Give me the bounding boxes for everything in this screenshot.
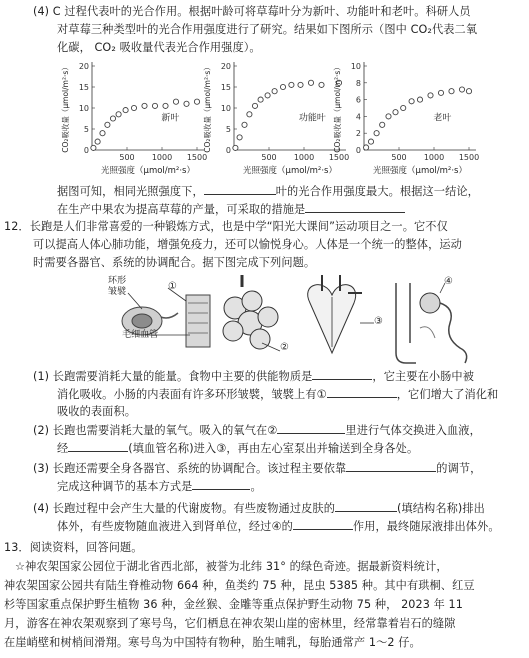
y-tick-label: 20 [78,62,89,71]
data-point [364,145,369,150]
nephron-figure [396,283,467,363]
answer-blank-structure1[interactable] [327,386,397,398]
data-point [237,135,242,140]
q11-after-text-c: 在生产中果农为提高草莓的产量，可采取的措施是 [57,203,306,216]
q12-p3-line2 [57,478,262,495]
data-point [374,131,379,136]
y-tick-label: 10 [78,104,89,113]
q12-p2-text-b: 里进行气体交换进入血液， [345,424,481,437]
q13-line5: 月，游客在神农架观察到了寒号鸟，它们栖息在神农架山崖的密林里，经常靠着岩石的缝隙 [4,617,456,630]
y-tick-label: 10 [220,104,231,113]
q12-p2-text-c: 经 [57,442,69,455]
heart-figure [308,275,374,353]
y-tick-label: 5 [225,125,231,134]
data-point [91,145,96,150]
y-tick-label: 10 [350,62,361,71]
y-tick-label: 5 [83,125,89,134]
y-tick-label: 0 [225,146,231,155]
data-point [173,99,178,104]
data-point [116,112,121,117]
data-point [401,105,406,110]
data-point [105,122,110,127]
q12-p2-text-d: (填血管名称)进入③，再由左心室泵出并输送到全身各处。 [128,442,419,455]
q12-p2-text-a: (2) 长跑也需要消耗大量的氧气。吸入的氧气在② [33,424,278,437]
answer-blank-regulation[interactable] [346,460,436,472]
q12-p3-text-d: 。 [250,480,262,493]
q12-p1-line3: 吸收的表面积。 [57,405,137,418]
data-point [110,116,115,121]
answer-blank-leaf[interactable] [204,183,276,195]
q12-p4-text-d: 作用，最终随尿液排出体外。 [352,520,500,533]
alveoli-figure [223,275,280,351]
data-point [152,103,157,108]
q12-p1-line1 [33,368,474,385]
answer-blank-reflex[interactable] [192,478,250,490]
data-point [319,82,324,87]
x-axis-label: 光照强度（μmol/m²·s） [373,166,467,176]
chart-title: 老叶 [433,113,452,124]
x-tick-label: 500 [391,153,407,162]
data-point [123,108,128,113]
x-tick-label: 1500 [458,153,480,162]
data-point [258,97,263,102]
q11-part4-line3: 化碳， CO₂ 吸收量代表光合作用强度）。 [57,41,261,54]
y-tick-label: 0 [355,146,361,155]
q12-p2-line1 [33,422,481,439]
y-tick-label: 6 [355,95,361,105]
q13-line4: 杉等国家重点保护野生植物 36 种，金丝猴、金雕等重点保护野生动物 75 种， 2023 年 11 [4,598,463,611]
data-point [142,103,147,108]
y-tick-label: 8 [355,78,361,88]
q12-p3-text-a: (3) 长跑还需要全身各器官、系统的协调配合。该过程主要依靠 [33,462,347,475]
q12-p4-text-a: (4) 长跑过程中会产生大量的代谢废物。有些废物通过皮肤的 [33,502,335,515]
q13-line6: 在崖峭壁和树梢间滑翔。寒号鸟为中国特有物种，胎生哺乳，每胎通常产 1～2 仔。 [4,636,421,649]
x-tick-label: 1000 [151,153,173,162]
data-point [95,139,100,144]
y-axis-label: CO₂吸收量（μmol/m²·s） [203,63,212,153]
data-point [184,101,189,106]
q12-p2-line2 [57,440,418,457]
data-point [252,103,257,108]
chart-old-leaf [330,58,490,178]
label-circle-2: ② [280,342,290,353]
answer-blank-skin[interactable] [335,500,397,512]
data-point [428,93,433,98]
y-axis-label: CO₂吸收量（μmol/m²·s） [333,63,342,153]
data-point [280,84,285,89]
data-point [380,122,385,127]
q11-after-text-b: 叶的光合作用强度最大。根据这一结论， [275,185,479,198]
chart-new-leaf [58,58,218,178]
answer-blank-vessel[interactable] [68,440,128,452]
label-zhoubi: 皱襞 [108,287,127,297]
data-point [438,90,443,95]
data-point [298,82,303,87]
x-axis-label: 光照强度（μmol/m²·s） [243,166,337,176]
data-point [449,89,454,94]
q12-p3-text-c: 完成这种调节的基本方式是 [57,480,193,493]
data-point [308,80,313,85]
data-point [163,103,168,108]
q12-p4-line2 [57,518,500,535]
label-circle-1: ① [168,281,178,292]
q13-line3: 神农架国家公园共有陆生脊椎动物 664 种，鱼类约 75 种，昆虫 5385 种。其中有珙桐、红豆 [4,579,475,592]
y-axis-label: CO₂吸收量（μmol/m²·s） [61,63,70,153]
label-maoxi: 毛细血管 [122,330,159,340]
x-tick-label: 1500 [186,153,208,162]
data-point [466,89,471,94]
data-point [233,145,238,150]
y-tick-label: 20 [220,62,231,71]
answer-blank-process[interactable] [293,518,353,530]
q12-p3-text-b: 的调节， [436,462,482,475]
x-tick-label: 1000 [293,153,315,162]
y-tick-label: 15 [220,83,231,92]
answer-blank-measure[interactable] [305,201,405,213]
data-point [247,112,252,117]
data-point [265,93,270,98]
y-tick-label: 0 [83,146,89,155]
data-point [272,89,277,94]
chart-title: 新叶 [161,113,180,124]
data-point [393,110,398,115]
label-huanxing: 环形 [108,276,127,286]
label-circle-4: ④ [444,276,454,287]
y-tick-label: 15 [78,83,89,92]
q12-p4-text-c: 体外，有些废物随血液进入到肾单位，经过④的 [57,520,293,533]
data-point [131,105,136,110]
q12-p1-line2 [57,386,498,403]
data-point [289,82,294,87]
answer-blank-structure2[interactable] [277,422,345,434]
data-point [386,114,391,119]
data-point [409,99,414,104]
data-point [100,131,105,136]
data-point [242,122,247,127]
q11-after-line2 [57,201,405,218]
x-tick-label: 500 [261,153,277,162]
data-point [368,139,373,144]
label-circle-3: ③ [374,316,384,327]
q12-line2: 可以提高人体心肺功能，增强免疫力，还可以愉悦身心。人体是一个统一的整体，运动 [33,238,462,251]
q12-p1-text-d: ，它们增大了消化和 [396,388,499,401]
data-point [194,99,199,104]
q11-after-text-a: 据图可知，相同光照强度下， [57,185,204,198]
q11-part4-line2: 对草莓三种类型叶的光合作用强度进行了研究。结果如下图所示（图中 CO₂代表二氧 [57,23,478,36]
y-tick-label: 4 [355,112,361,122]
q12-line1: 12．长跑是人们非常喜爱的一种锻炼方式，也是中学“阳光大课间”运动项目之一。它不仅 [4,220,448,233]
chart-title: 功能叶 [298,113,326,124]
q12-p3-line1 [33,460,481,477]
q12-p4-text-b: (填结构名称)排出 [397,502,485,515]
answer-blank-nutrient[interactable] [312,368,372,380]
q12-line3: 时需要各器官、系统的协调配合。据下图完成下列问题。 [33,256,316,269]
q11-part4-line1: (4) C 过程代表叶的光合作用。根据叶龄可将草莓叶分为新叶、功能叶和老叶。科研人员 [33,5,471,18]
q11-after-line1 [57,183,479,200]
q12-p1-text-c: 消化吸收。小肠的内表面有许多环形皱襞，皱襞上有① [57,388,327,401]
data-point [459,87,464,92]
x-tick-label: 500 [119,153,135,162]
y-tick-label: 2 [355,129,361,139]
q12-p1-text-b: ，它主要在小肠中被 [372,370,475,383]
data-point [417,97,422,102]
q13-line1: 13．阅读资料，回答问题。 [4,541,143,554]
x-tick-label: 1500 [328,153,350,162]
q13-line2: ☆神农架国家公园位于湖北省西北部，被誉为北纬 31° 的绿色奇迹。据最新资料统计， [15,560,448,573]
q12-p4-line1 [33,500,485,517]
x-tick-label: 1000 [423,153,445,162]
q12-p1-text-a: (1) 长跑需要消耗大量的能量。食物中主要的供能物质是 [33,370,313,383]
x-axis-label: 光照强度（μmol/m²·s） [101,166,195,176]
